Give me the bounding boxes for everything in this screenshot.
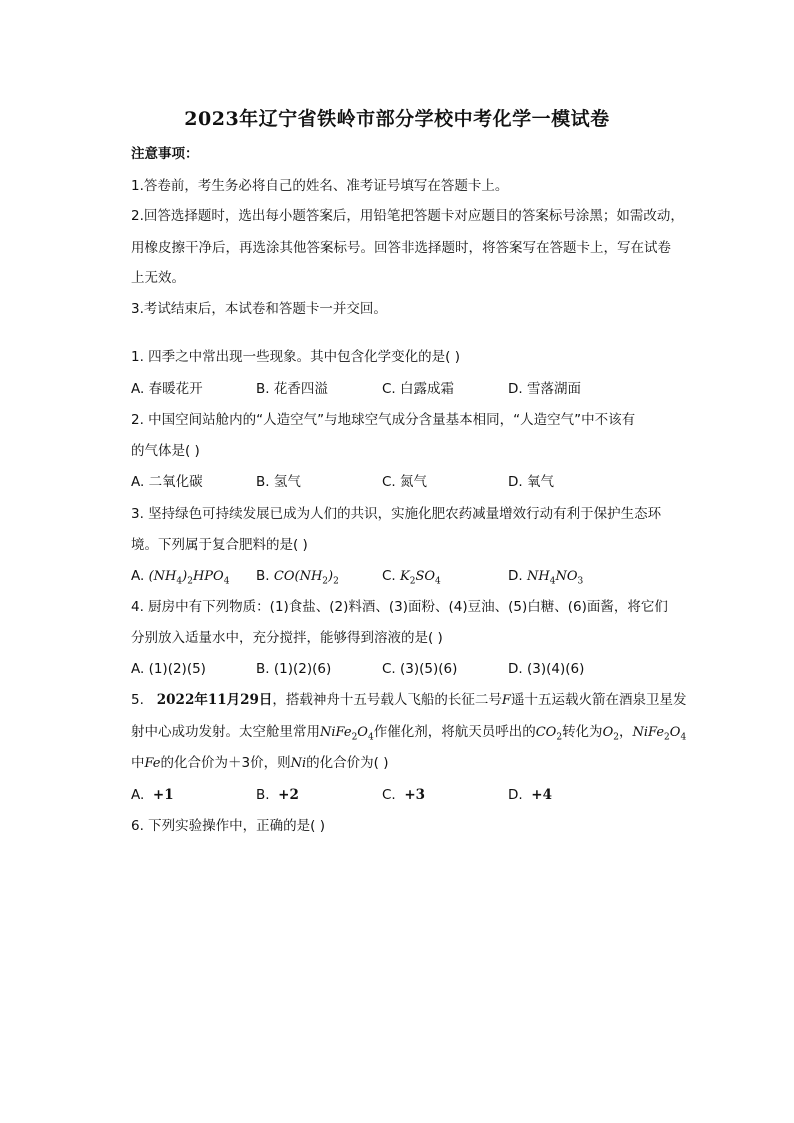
q5-text-2a: 射中心成功发射。太空舱里常用 bbox=[131, 724, 320, 740]
notice-item-3: 3.考试结束后，本试卷和答题卡一并交回。 bbox=[131, 301, 387, 317]
q3-option-a-label: A. bbox=[131, 568, 145, 584]
q5-date: 2022年11月29日 bbox=[156, 692, 273, 708]
notice-item-1: 1.答卷前，考生务必将自己的姓名、准考证号填写在答题卡上。 bbox=[131, 178, 509, 194]
q5-number: 5. bbox=[131, 692, 157, 708]
q5-catalyst-formula: $NiFe_2O_4$ bbox=[320, 725, 374, 743]
q5-option-b-value: +2 bbox=[278, 787, 299, 803]
q5-co2-formula: $CO_2$ bbox=[535, 725, 563, 743]
q5-text-2b: 作催化剂，将航天员呼出的 bbox=[373, 724, 536, 740]
q5-text-2d: ， bbox=[618, 724, 633, 740]
q2-option-d[interactable]: D. 氧气 bbox=[508, 474, 554, 490]
q2-option-a[interactable]: A. 二氧化碳 bbox=[131, 474, 203, 490]
q5-option-d-label: D. bbox=[508, 787, 523, 803]
q5-o2-formula: $O_2$ bbox=[602, 725, 619, 743]
question-2-line-2: 的气体是( ) bbox=[131, 443, 200, 459]
notice-item-2-cont: 用橡皮擦干净后，再选涂其他答案标号。回答非选择题时，将答案写在答题卡上，写在试卷 bbox=[131, 240, 671, 256]
question-5-line-3 bbox=[131, 753, 388, 774]
notice-heading: 注意事项： bbox=[131, 146, 199, 162]
q1-option-c[interactable]: C. 白露成霜 bbox=[382, 381, 455, 397]
question-3-line-2: 境。下列属于复合肥料的是( ) bbox=[131, 537, 308, 553]
q2-option-b[interactable]: B. 氢气 bbox=[256, 474, 301, 490]
q5-fe-symbol: Fe bbox=[144, 756, 161, 771]
q3-option-d[interactable] bbox=[508, 566, 583, 592]
q1-option-d[interactable]: D. 雪落湖面 bbox=[508, 381, 581, 397]
q5-option-b-label: B. bbox=[256, 787, 270, 803]
question-1-text: 1. 四季之中常出现一些现象。其中包含化学变化的是( ) bbox=[131, 349, 460, 365]
question-2-line-1: 2. 中国空间站舱内的“人造空气”与地球空气成分含量基本相同，“人造空气”中不该有 bbox=[131, 412, 636, 428]
notice-item-2: 2.回答选择题时，选出每小题答案后，用铅笔把答题卡对应题目的答案标号涂黑；如需改动， bbox=[131, 208, 684, 224]
q2-option-c[interactable]: C. 氮气 bbox=[382, 474, 428, 490]
question-4-line-1: 4. 厨房中有下列物质：(1)食盐、(2)料酒、(3)面粉、(4)豆油、(5)白糖、(6)面酱，将它们 bbox=[131, 599, 668, 615]
notice-item-2-end: 上无效。 bbox=[131, 270, 185, 286]
question-3-line-1: 3. 坚持绿色可持续发展已成为人们的共识，实施化肥农药减量增效行动有利于保护生态环 bbox=[131, 506, 662, 522]
q5-text-3a: 中 bbox=[131, 755, 145, 771]
q3-option-a-formula: $(NH_4)_2HPO_4$ bbox=[148, 569, 230, 587]
q5-option-c-label: C. bbox=[382, 787, 396, 803]
question-5-line-2 bbox=[131, 722, 686, 748]
q3-option-b-label: B. bbox=[256, 568, 270, 584]
question-5-line-1 bbox=[131, 690, 686, 711]
q5-text-3b: 的化合价为＋3价，则 bbox=[160, 755, 291, 771]
q3-option-c[interactable] bbox=[382, 566, 441, 592]
q5-option-d[interactable] bbox=[508, 785, 552, 805]
q5-option-a-label: A. bbox=[131, 787, 145, 803]
q5-option-d-value: +4 bbox=[531, 787, 552, 803]
q5-rocket-letter: F bbox=[501, 693, 511, 708]
q4-option-b[interactable]: B. (1)(2)(6) bbox=[256, 661, 332, 677]
question-6-text: 6. 下列实验操作中，正确的是( ) bbox=[131, 818, 325, 834]
q5-text-3c: 的化合价为( ) bbox=[306, 755, 389, 771]
q3-option-c-label: C. bbox=[382, 568, 396, 584]
q5-text-1c: 遥十五运载火箭在酒泉卫星发 bbox=[510, 692, 687, 708]
q5-option-c-value: +3 bbox=[404, 787, 426, 803]
q3-option-d-formula: $NH_4NO_3$ bbox=[526, 569, 584, 587]
question-4-line-2: 分别放入适量水中，充分搅拌，能够得到溶液的是( ) bbox=[131, 630, 443, 646]
q5-ni-symbol: Ni bbox=[290, 756, 307, 771]
q1-option-b[interactable]: B. 花香四溢 bbox=[256, 381, 328, 397]
q5-option-c[interactable] bbox=[382, 785, 425, 805]
q5-option-a-value: +1 bbox=[152, 787, 174, 803]
page-title: 2023年辽宁省铁岭市部分学校中考化学一模试卷 bbox=[184, 108, 610, 130]
q5-text-2c: 转化为 bbox=[562, 724, 603, 740]
q3-option-b-formula: $CO(NH_2)_2$ bbox=[273, 569, 339, 587]
q4-option-c[interactable]: C. (3)(5)(6) bbox=[382, 661, 458, 677]
q3-option-d-label: D. bbox=[508, 568, 523, 584]
q3-option-b[interactable] bbox=[256, 566, 339, 592]
q4-option-a[interactable]: A. (1)(2)(5) bbox=[131, 661, 206, 677]
q5-option-b[interactable] bbox=[256, 785, 299, 805]
q1-option-a[interactable]: A. 春暖花开 bbox=[131, 381, 203, 397]
q3-option-a[interactable] bbox=[131, 566, 229, 592]
q5-catalyst-formula-2: $NiFe_2O_4$ bbox=[632, 725, 687, 743]
q5-option-a[interactable] bbox=[131, 785, 174, 805]
q4-option-d[interactable]: D. (3)(4)(6) bbox=[508, 661, 585, 677]
q5-text-1b: ，搭载神舟十五号载人飞船的长征二号 bbox=[272, 692, 502, 708]
q3-option-c-formula: $K_2SO_4$ bbox=[400, 569, 441, 587]
